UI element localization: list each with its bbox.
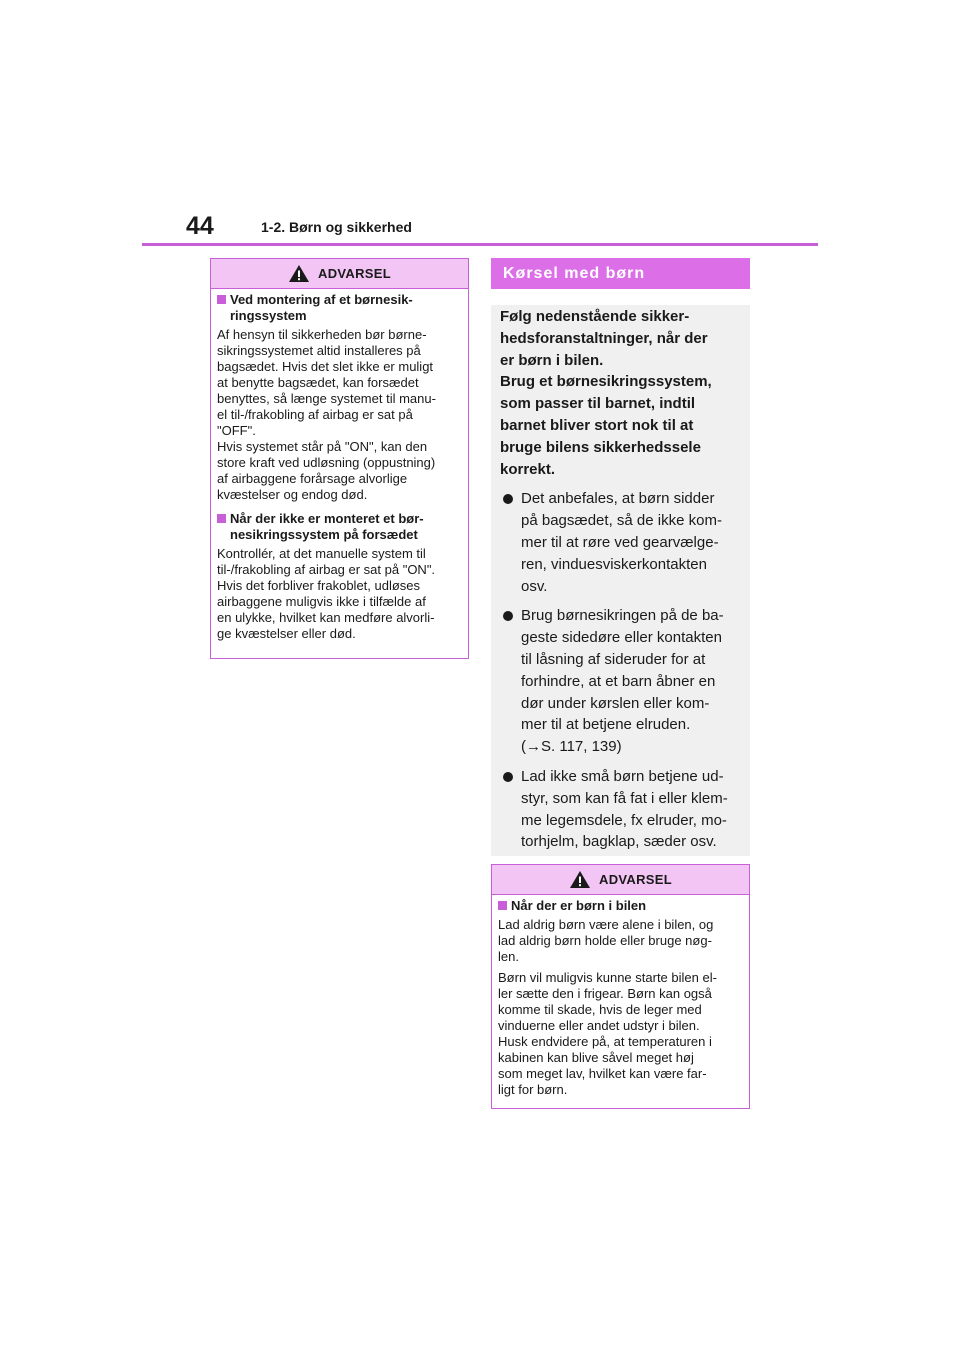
warning-paragraph: Kontrollér, at det manuelle system til til-/frakobling af airbag er sat på "ON". Hvis det forbliver frakoblet, udløses airbaggene muligvis ikke i tilfælde af en ulykke, hvilket kan medføre alvorli- ge kvæstelser eller død. <box>217 546 436 641</box>
topic-lead: Følg nedenstående sikker- hedsforanstaltninger, når der er børn i bilen. Brug et børnesikringssystem, som passer til barnet, indtil barnet bliver stort nok til at bruge bilens sikkerhedssele korrekt. <box>500 308 712 478</box>
warning-body <box>211 289 468 648</box>
square-bullet-icon <box>498 901 507 910</box>
warning-item <box>217 511 462 642</box>
warning-body <box>492 895 749 1104</box>
list-item <box>500 488 740 597</box>
warning-heading: ADVARSEL <box>599 872 672 887</box>
warning-header <box>211 259 468 289</box>
warning-item-title <box>217 292 462 324</box>
warning-header <box>492 865 749 895</box>
square-bullet-icon <box>217 295 226 304</box>
topic-bullet-list <box>500 488 740 853</box>
warning-item-title-text: Ved montering af et børnesik- ringssystem <box>230 292 413 323</box>
warning-item <box>217 292 462 503</box>
bullet-dot-icon <box>503 611 513 621</box>
section-title: 1-2. Børn og sikkerhed <box>261 219 412 235</box>
warning-item-title-text: Når der er børn i bilen <box>511 898 647 913</box>
warning-box-left <box>210 258 469 659</box>
warning-item-title <box>498 898 743 914</box>
warning-paragraph: Af hensyn til sikkerheden bør børne- sikringssystemet altid installeres på bagsædet. Hvis det slet ikke er muligt at benytte bagsædet, kan forsædet benyttes, så længe systemet til manu- el til-/frakobling af airbag er sat på "OFF". Hvis systemet står på "ON", kan den store kraft ved udløsning (oppustning) af airbaggene forårsage alvorlige kvæstelser og endog død. <box>217 327 436 502</box>
bullet-text: Lad ikke små børn betjene ud- styr, som kan få fat i eller klem- me legemsdele, fx elruder, mo- torhjelm, bagklap, sæder osv. <box>521 767 728 851</box>
header-rule <box>142 243 818 246</box>
bullet-text: Det anbefales, at børn sidder på bagsædet, så de ikke kom- mer til at røre ved gearvælge- ren, vinduesviskerkontakten osv. <box>521 490 722 595</box>
warning-item <box>498 898 743 1098</box>
bullet-dot-icon <box>503 772 513 782</box>
warning-paragraph: Lad aldrig børn være alene i bilen, og lad aldrig børn holde eller bruge nøg- len. <box>498 917 714 964</box>
warning-triangle-icon <box>569 870 591 889</box>
warning-paragraph: Børn vil muligvis kunne starte bilen el- ler sætte den i frigear. Børn kan også komme til skade, hvis de leger med vinduerne eller andet udstyr i bilen. Husk endvidere på, at temperaturen i kabinen kan blive såvel meget høj som meget lav, hvilket kan være far- ligt for børn. <box>498 970 717 1097</box>
warning-box-right <box>491 864 750 1109</box>
topic-title-bar: Kørsel med børn <box>491 258 750 289</box>
square-bullet-icon <box>217 514 226 523</box>
bullet-text: Brug børnesikringen på de ba- geste sidedøre eller kontakten til låsning af sideruder for at forhindre, at et barn åbner en dør under kørslen eller kom- mer til at betjene elruden. (→S. 117, 139) <box>521 607 724 756</box>
page-number: 44 <box>186 212 214 240</box>
list-item <box>500 605 740 758</box>
warning-item-title-text: Når der ikke er monteret et bør- nesikringssystem på forsædet <box>230 511 424 542</box>
bullet-dot-icon <box>503 494 513 504</box>
warning-triangle-icon <box>288 264 310 283</box>
topic-body <box>491 305 750 856</box>
warning-heading: ADVARSEL <box>318 266 391 281</box>
warning-item-title <box>217 511 462 543</box>
list-item <box>500 766 740 853</box>
